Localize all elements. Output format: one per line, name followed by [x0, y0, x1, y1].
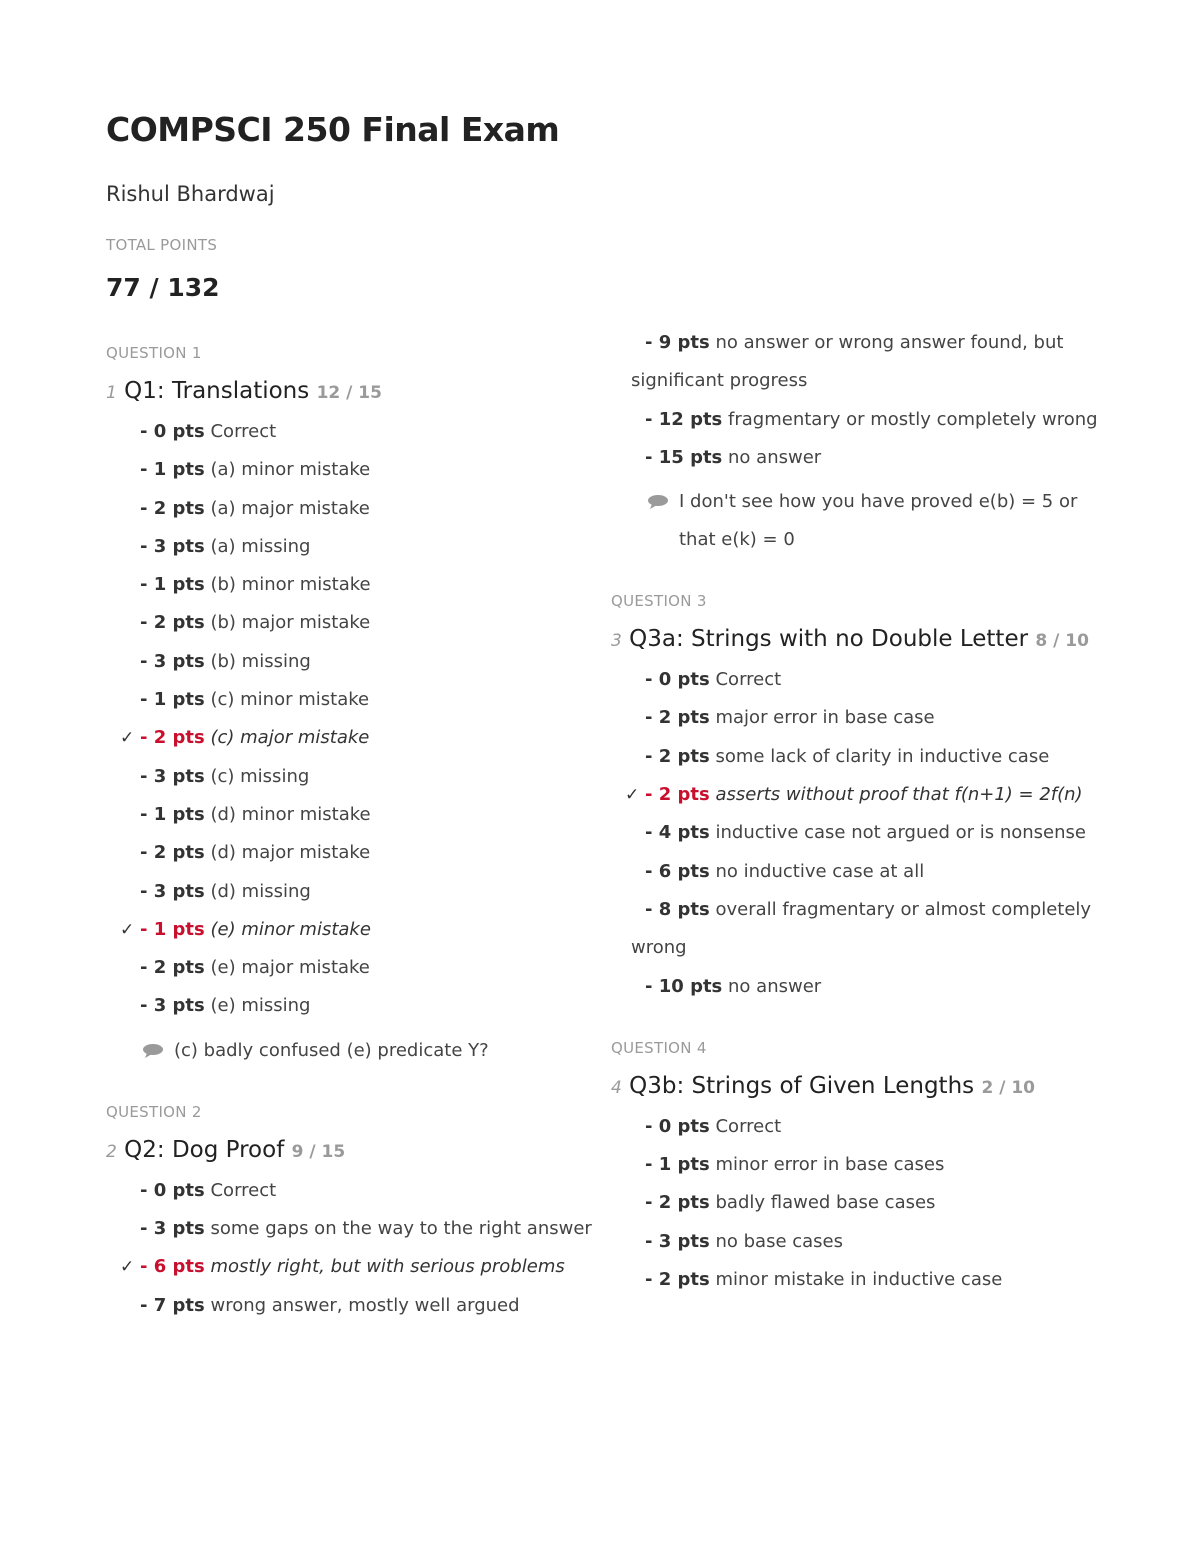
rubric-minus: - [140, 1218, 154, 1240]
question-name: Q2: Dog Proof [124, 1136, 285, 1163]
rubric-description: some lack of clarity in inductive case [715, 745, 1050, 767]
rubric-item [611, 738, 1101, 776]
rubric-list [611, 324, 1101, 477]
rubric-description: (b) missing [210, 650, 311, 672]
rubric-points: 2 pts [153, 612, 205, 634]
rubric-minus: - [140, 689, 154, 711]
rubric-description: (c) minor mistake [210, 689, 370, 711]
rubric-points: 2 pts [658, 1192, 710, 1214]
rubric-item [106, 758, 596, 796]
rubric-item [611, 439, 1101, 477]
student-name: Rishul Bhardwaj [106, 182, 275, 206]
rubric-points: 0 pts [153, 421, 205, 442]
question-score: 2 / 10 [981, 1077, 1035, 1098]
rubric-points: 2 pts [153, 727, 205, 749]
rubric-points: 1 pts [153, 459, 205, 481]
question-2 [106, 1100, 596, 1325]
rubric-minus: - [645, 408, 659, 430]
rubric-minus: - [140, 727, 154, 749]
comment-text: (c) badly confused (e) predicate Y? [174, 1039, 489, 1061]
checkmark-icon: ✓ [120, 728, 135, 749]
question-label: QUESTION 1 [106, 344, 202, 362]
rubric-description: minor error in base cases [715, 1154, 945, 1176]
question-score: 12 / 15 [316, 383, 382, 403]
rubric-points: 2 pts [153, 957, 205, 979]
rubric-item [611, 1261, 1101, 1299]
rubric-item [611, 661, 1101, 699]
rubric-minus: - [645, 1230, 659, 1252]
rubric-description: no answer or wrong answer found, but significant progress [631, 332, 1064, 392]
rubric-description: (d) missing [210, 880, 311, 902]
grader-comment [611, 483, 1101, 559]
rubric-points: 0 pts [658, 669, 710, 691]
rubric-points: 1 pts [153, 918, 205, 940]
speech-bubble-icon [647, 494, 669, 510]
rubric-minus: - [645, 1192, 659, 1214]
rubric-minus: - [140, 1294, 154, 1316]
rubric-description: (c) missing [210, 765, 310, 787]
rubric-minus: - [645, 745, 659, 767]
rubric-minus: - [140, 765, 154, 787]
rubric-item [611, 968, 1101, 1006]
rubric-points: 2 pts [658, 707, 710, 729]
rubric-list [106, 413, 596, 1026]
rubric-item [106, 1210, 596, 1248]
question-label: QUESTION 2 [106, 1102, 202, 1121]
grader-comment [106, 1032, 596, 1070]
rubric-description: (e) missing [210, 995, 311, 1017]
question-number: 1 [106, 383, 117, 403]
rubric-points: 15 pts [658, 446, 723, 468]
question-title [106, 1130, 596, 1172]
rubric-points: 3 pts [153, 880, 205, 902]
rubric-item-applied [106, 911, 596, 949]
rubric-points: 3 pts [153, 765, 205, 787]
rubric-list [611, 1108, 1101, 1299]
rubric-description: (e) minor mistake [210, 918, 371, 940]
rubric-points: 1 pts [153, 803, 205, 825]
question-title [611, 1066, 1101, 1108]
rubric-points: 3 pts [153, 535, 205, 557]
rubric-points: 2 pts [658, 745, 710, 767]
question-number: 4 [611, 1077, 622, 1098]
question-label: QUESTION 4 [611, 1038, 707, 1057]
rubric-minus: - [645, 784, 659, 806]
rubric-points: 7 pts [153, 1294, 205, 1316]
question-4 [611, 1036, 1101, 1299]
question-3 [611, 589, 1101, 1006]
rubric-description: (a) major mistake [210, 497, 370, 519]
rubric-minus: - [140, 459, 154, 481]
rubric-description: badly flawed base cases [715, 1192, 936, 1214]
rubric-points: 3 pts [658, 1230, 710, 1252]
checkmark-icon: ✓ [120, 1257, 135, 1278]
rubric-points: 1 pts [658, 1154, 710, 1176]
rubric-item [106, 987, 596, 1025]
rubric-points: 0 pts [658, 1115, 710, 1137]
question-name: Q3a: Strings with no Double Letter [629, 626, 1029, 653]
rubric-minus: - [645, 446, 659, 468]
rubric-item [106, 949, 596, 987]
rubric-points: 6 pts [153, 1256, 205, 1278]
rubric-description: (d) major mistake [210, 842, 371, 864]
left-column [106, 341, 596, 1325]
rubric-description: no base cases [715, 1230, 844, 1252]
question-name: Q1: Translations [124, 378, 310, 404]
rubric-minus: - [140, 842, 154, 864]
rubric-minus: - [645, 1269, 659, 1291]
rubric-item [106, 873, 596, 911]
rubric-points: 4 pts [658, 822, 710, 844]
rubric-list [106, 1172, 596, 1325]
rubric-item [611, 401, 1101, 439]
rubric-minus: - [140, 535, 154, 557]
rubric-minus: - [140, 497, 154, 519]
rubric-description: Correct [715, 669, 782, 691]
rubric-description: Correct [210, 1179, 277, 1201]
question-number: 3 [611, 631, 622, 652]
rubric-points: 3 pts [153, 1218, 205, 1240]
rubric-item [106, 528, 596, 566]
rubric-description: no inductive case at all [715, 860, 925, 882]
rubric-points: 1 pts [153, 574, 205, 596]
rubric-points: 2 pts [658, 1269, 710, 1291]
rubric-description: Correct [715, 1115, 782, 1137]
question-name: Q3b: Strings of Given Lengths [629, 1072, 975, 1099]
rubric-description: (a) missing [210, 535, 311, 557]
rubric-minus: - [140, 957, 154, 979]
rubric-minus: - [140, 803, 154, 825]
rubric-description: (e) major mistake [210, 957, 370, 979]
rubric-item [611, 1108, 1101, 1146]
question-score: 9 / 15 [291, 1141, 346, 1162]
rubric-item [106, 566, 596, 604]
total-points-score: 77 / 132 [106, 273, 220, 302]
rubric-item-applied [611, 776, 1101, 814]
comment-text: I don't see how you have proved e(b) = 5 or that e(k) = 0 [679, 491, 1078, 551]
rubric-item [611, 324, 1101, 401]
rubric-item [106, 1287, 596, 1325]
rubric-minus: - [140, 1179, 154, 1201]
rubric-points: 2 pts [153, 842, 205, 864]
question-title [611, 619, 1101, 661]
rubric-description: (d) minor mistake [210, 803, 371, 825]
rubric-minus: - [645, 975, 659, 997]
rubric-item [611, 891, 1101, 968]
rubric-minus: - [645, 707, 659, 729]
rubric-item [611, 1146, 1101, 1184]
rubric-points: 10 pts [658, 975, 723, 997]
right-column [611, 324, 1101, 1299]
rubric-item [611, 699, 1101, 737]
rubric-points: 0 pts [153, 1179, 205, 1201]
rubric-description: no answer [728, 975, 822, 997]
rubric-description: Correct [210, 421, 277, 442]
rubric-description: minor mistake in inductive case [715, 1269, 1003, 1291]
rubric-description: (a) minor mistake [210, 459, 371, 481]
rubric-minus: - [645, 1115, 659, 1137]
rubric-points: 12 pts [658, 408, 723, 430]
rubric-minus: - [140, 918, 154, 940]
question-number: 2 [106, 1141, 117, 1162]
rubric-description: major error in base case [715, 707, 935, 729]
rubric-points: 3 pts [153, 995, 205, 1017]
question-title [106, 371, 596, 413]
rubric-minus: - [140, 574, 154, 596]
question-2-continued [611, 324, 1101, 559]
rubric-description: wrong answer, mostly well argued [210, 1294, 520, 1316]
rubric-item [611, 814, 1101, 852]
question-1 [106, 341, 596, 1070]
rubric-minus: - [645, 898, 659, 920]
rubric-item-applied [106, 719, 596, 757]
checkmark-icon: ✓ [625, 785, 640, 806]
rubric-description: (c) major mistake [210, 727, 370, 749]
rubric-item [106, 451, 596, 489]
rubric-points: 3 pts [153, 650, 205, 672]
rubric-points: 8 pts [658, 898, 710, 920]
rubric-points: 9 pts [658, 332, 710, 353]
rubric-item [611, 1223, 1101, 1261]
rubric-minus: - [645, 822, 659, 844]
rubric-description: no answer [728, 446, 822, 468]
rubric-description: some gaps on the way to the right answer [210, 1218, 592, 1240]
rubric-points: 2 pts [658, 784, 710, 806]
rubric-item [106, 681, 596, 719]
rubric-description: asserts without proof that f(n+1) = 2f(n) [715, 784, 1083, 806]
question-score: 8 / 10 [1035, 631, 1089, 652]
rubric-list [611, 661, 1101, 1006]
rubric-description: (b) minor mistake [210, 574, 371, 596]
rubric-minus: - [645, 332, 659, 353]
rubric-description: overall fragmentary or almost completely wrong [631, 898, 1092, 959]
rubric-minus: - [140, 612, 154, 634]
rubric-minus: - [140, 421, 154, 442]
rubric-item [611, 1184, 1101, 1222]
rubric-minus: - [645, 1154, 659, 1176]
rubric-item [106, 1172, 596, 1210]
rubric-description: (b) major mistake [210, 612, 371, 634]
rubric-minus: - [645, 860, 659, 882]
rubric-minus: - [140, 880, 154, 902]
rubric-points: 6 pts [658, 860, 710, 882]
checkmark-icon: ✓ [120, 919, 135, 940]
rubric-item [106, 796, 596, 834]
rubric-description: mostly right, but with serious problems [210, 1256, 565, 1278]
speech-bubble-icon [142, 1043, 164, 1059]
rubric-item [106, 490, 596, 528]
rubric-points: 2 pts [153, 497, 205, 519]
rubric-description: inductive case not argued or is nonsense [715, 822, 1086, 844]
rubric-item [106, 834, 596, 872]
exam-title: COMPSCI 250 Final Exam [106, 110, 560, 149]
rubric-minus: - [140, 995, 154, 1017]
rubric-item-applied [106, 1248, 596, 1286]
rubric-item [106, 604, 596, 642]
rubric-minus: - [140, 1256, 154, 1278]
rubric-points: 1 pts [153, 689, 205, 711]
rubric-description: fragmentary or mostly completely wrong [728, 408, 1098, 430]
rubric-item [611, 853, 1101, 891]
rubric-minus: - [645, 669, 659, 691]
total-points-label: TOTAL POINTS [106, 236, 218, 254]
rubric-minus: - [140, 650, 154, 672]
rubric-item [106, 643, 596, 681]
question-label: QUESTION 3 [611, 592, 707, 611]
rubric-item [106, 413, 596, 451]
